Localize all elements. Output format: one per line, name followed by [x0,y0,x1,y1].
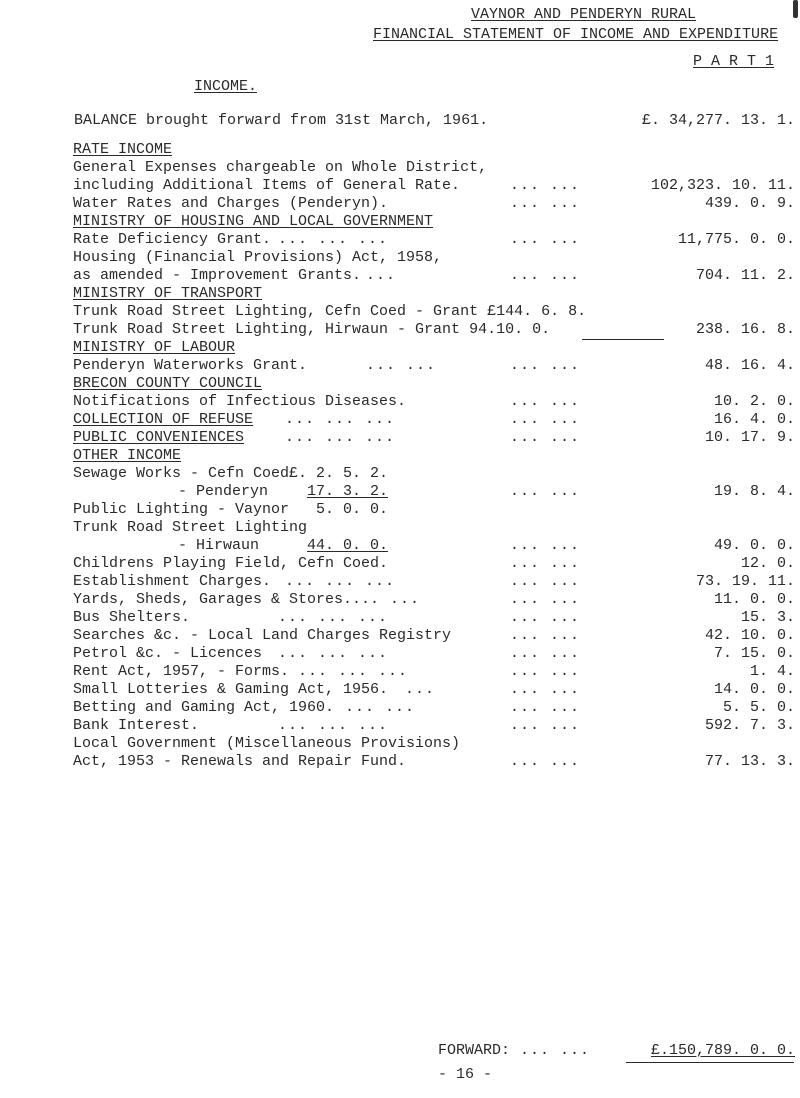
leader-dots: ... ... ... [278,231,389,248]
leader-dots: ... ... [510,627,581,644]
local-gov-amount: 77. 13. 3. [704,753,795,770]
rate-deficiency-amount: 11,775. 0. 0. [677,231,795,248]
sewage-cefn-label: Sewage Works - Cefn Coed [73,465,290,482]
subtotal-rule [582,339,664,340]
leader-dots: ... ... [510,591,581,608]
rate-income-heading: RATE INCOME [73,141,173,158]
public-conveniences-amount: 10. 17. 9. [704,429,795,446]
leader-dots: ... ... [510,753,581,770]
brecon-heading: BRECON COUNTY COUNCIL [73,375,263,392]
sewage-penderyn-value: 17. 3. 2. [306,483,388,500]
item-amount: 12. 0. [740,555,795,572]
leader-dots: ... [390,591,421,608]
sewage-penderyn-label: - Penderyn [178,483,269,500]
item-label: Bank Interest. [73,717,200,734]
water-rates-amount: 439. 0. 9. [704,195,795,212]
item-label: Yards, Sheds, Garages & Stores.... [73,591,380,608]
item-label: Bus Shelters. [73,609,191,626]
rate-income-line2: including Additional Items of General Rate. [73,177,461,194]
ministry-housing-heading: MINISTRY OF HOUSING AND LOCAL GOVERNMENT [73,213,434,230]
item-label: Establishment Charges. [73,573,272,590]
council-title: VAYNOR AND PENDERYN RURAL [471,6,697,23]
item-amount: 1. 4. [749,663,795,680]
hirwaun-label: - Hirwaun [178,537,260,554]
page-number: - 16 - [438,1066,493,1083]
public-conveniences-label: PUBLIC CONVENIENCES [73,429,245,446]
leader-dots: ... ... [510,717,581,734]
hirwaun-value: 44. 0. 0. [306,537,388,554]
scan-mark [793,0,798,18]
rate-income-line1: General Expenses chargeable on Whole District, [73,159,488,176]
balance-label: BALANCE brought forward from 31st March, 1961. [74,112,489,129]
sewage-cefn-value: £. 2. 5. 2. [288,465,388,482]
improvement-grants-amount: 704. 11. 2. [695,267,795,284]
leader-dots: ... ... [510,177,581,194]
total-rule [626,1062,794,1063]
leader-dots: ... ... ... [285,573,396,590]
ministry-labour-heading: MINISTRY OF LABOUR [73,339,236,356]
leader-dots: ... ... [510,231,581,248]
waterworks-grant-line: Penderyn Waterworks Grant. [73,357,308,374]
section-income: INCOME. [194,78,258,95]
notifications-line: Notifications of Infectious Diseases. [73,393,407,410]
street-lighting-cefn: Trunk Road Street Lighting, Cefn Coed - Grant £144. 6. 8. [73,303,587,320]
leader-dots: ... ... [510,429,581,446]
balance-amount: £. 34,277. 13. 1. [641,112,795,129]
item-amount: 15. 3. [740,609,795,626]
rate-income-amount: 102,323. 10. 11. [650,177,795,194]
water-rates-line: Water Rates and Charges (Penderyn). [73,195,389,212]
leader-dots: ... ... [510,393,581,410]
housing-act-line: Housing (Financial Provisions) Act, 1958, [73,249,443,266]
leader-dots: ... ... [366,357,437,374]
item-amount: 11. 0. 0. [713,591,795,608]
other-income-heading: OTHER INCOME [73,447,182,464]
item-amount: 5. 5. 0. [722,699,795,716]
public-lighting-label: Public Lighting - Vaynor [73,501,290,518]
leader-dots: ... ... [510,555,581,572]
forward-label: FORWARD: [438,1042,511,1059]
street-lighting-hirwaun: Trunk Road Street Lighting, Hirwaun - Grant 94.10. 0. [73,321,551,338]
local-gov-line2: Act, 1953 - Renewals and Repair Fund. [73,753,407,770]
item-label: Rent Act, 1957, - Forms. [73,663,290,680]
improvement-grants-line: as amended - Improvement Grants. [73,267,362,284]
street-lighting-amount: 238. 16. 8. [695,321,795,338]
leader-dots: ... ... [510,537,581,554]
leader-dots: ... ... [510,645,581,662]
public-lighting-value: 5. 0. 0. [315,501,388,518]
item-label: Betting and Gaming Act, 1960. [73,699,335,716]
item-amount: 7. 15. 0. [713,645,795,662]
leader-dots: ... ... ... [278,717,389,734]
leader-dots: ... [366,267,397,284]
forward-total: £.150,789. 0. 0. [650,1042,795,1059]
leader-dots: ... ... [520,1042,591,1059]
leader-dots: ... ... ... [298,663,409,680]
leader-dots: ... ... ... [285,429,396,446]
leader-dots: ... ... [510,609,581,626]
notifications-amount: 10. 2. 0. [713,393,795,410]
item-amount: 73. 19. 11. [695,573,795,590]
local-gov-line1: Local Government (Miscellaneous Provisions) [73,735,461,752]
leader-dots: ... ... [510,195,581,212]
lighting-amount: 49. 0. 0. [713,537,795,554]
leader-dots: ... ... [510,681,581,698]
leader-dots: ... ... [510,699,581,716]
ministry-transport-heading: MINISTRY OF TRANSPORT [73,285,263,302]
item-amount: 42. 10. 0. [704,627,795,644]
leader-dots: ... ... [510,267,581,284]
collection-refuse-label: COLLECTION OF REFUSE [73,411,254,428]
item-label: Petrol &c. - Licences [73,645,263,662]
leader-dots: ... ... [510,663,581,680]
item-amount: 592. 7. 3. [704,717,795,734]
leader-dots: ... ... [510,411,581,428]
waterworks-grant-amount: 48. 16. 4. [704,357,795,374]
rate-deficiency-line: Rate Deficiency Grant. [73,231,272,248]
leader-dots: ... [405,681,436,698]
leader-dots: ... ... ... [278,609,389,626]
item-label: Childrens Playing Field, Cefn Coed. [73,555,389,572]
part-label: P A R T 1 [693,53,775,70]
leader-dots: ... ... [345,699,416,716]
item-label: Small Lotteries & Gaming Act, 1956. [73,681,389,698]
statement-title: FINANCIAL STATEMENT OF INCOME AND EXPENDITURE [373,26,779,43]
leader-dots: ... ... [510,573,581,590]
trunk-road-lighting-label: Trunk Road Street Lighting [73,519,308,536]
leader-dots: ... ... ... [285,411,396,428]
sewage-amount: 19. 8. 4. [713,483,795,500]
collection-refuse-amount: 16. 4. 0. [713,411,795,428]
leader-dots: ... ... ... [278,645,389,662]
item-label: Searches &c. - Local Land Charges Registry [73,627,452,644]
leader-dots: ... ... [510,357,581,374]
item-amount: 14. 0. 0. [713,681,795,698]
leader-dots: ... ... [510,483,581,500]
